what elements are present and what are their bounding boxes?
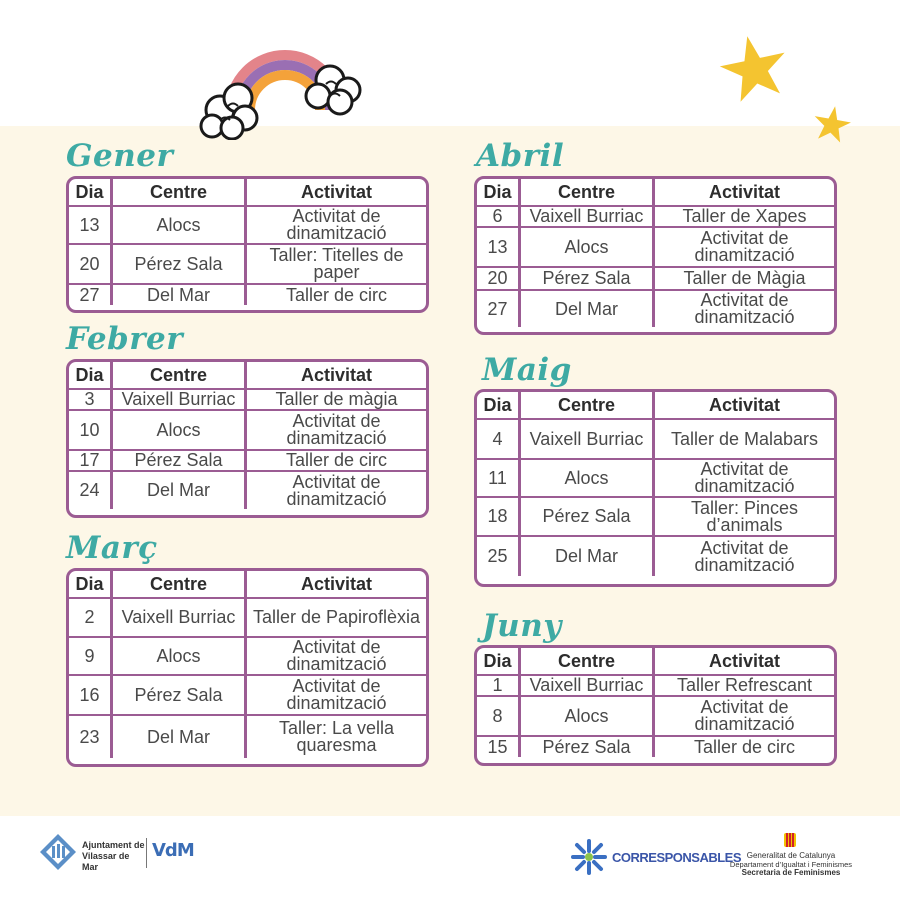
month-title: Març	[66, 530, 158, 566]
schedule-table	[474, 389, 837, 587]
star-icon	[812, 104, 852, 144]
table-row	[69, 205, 426, 243]
header-dia: Dia	[75, 181, 104, 202]
cell-dia: 2	[84, 607, 95, 627]
cell-dia: 13	[487, 236, 508, 257]
table-header	[69, 362, 426, 388]
schedule-table	[66, 359, 429, 518]
ajuntament-name: Ajuntament de Vilassar de Mar	[82, 840, 145, 872]
table-header	[69, 179, 426, 205]
generalitat-shield-icon	[782, 832, 798, 848]
table-row	[69, 597, 426, 636]
cell-centre: Alocs	[110, 207, 244, 243]
vdm-logo: VdM	[152, 840, 194, 861]
header-activitat: Activitat	[244, 179, 426, 205]
cell-activitat: Taller Refrescant	[652, 676, 834, 695]
cell-dia: 13	[79, 214, 100, 235]
header-centre: Centre	[110, 571, 244, 597]
cell-dia: 4	[492, 428, 503, 449]
corresponsables-label: CORRESPONSABLES	[612, 850, 742, 865]
table-row	[477, 735, 834, 757]
cell-activitat: Taller de màgia	[244, 390, 426, 409]
cell-centre: Pérez Sala	[518, 498, 652, 535]
cell-activitat: Activitat de dinamització	[652, 697, 834, 735]
table-row	[477, 266, 834, 289]
table-row	[69, 449, 426, 470]
cell-centre: Alocs	[518, 697, 652, 735]
table-row	[477, 695, 834, 735]
header-centre: Centre	[110, 362, 244, 388]
table-row	[69, 674, 426, 714]
cell-centre: Alocs	[518, 460, 652, 496]
cell-activitat: Activitat de dinamització	[244, 676, 426, 714]
cell-centre: Del Mar	[110, 716, 244, 758]
cell-centre: Vaixell Burriac	[518, 676, 652, 695]
cell-dia: 11	[488, 467, 507, 488]
table-row	[69, 636, 426, 674]
cell-centre: Pérez Sala	[110, 451, 244, 470]
cell-dia: 17	[79, 450, 100, 470]
table-header	[477, 392, 834, 418]
cell-centre: Vaixell Burriac	[110, 390, 244, 409]
table-row	[477, 535, 834, 576]
cell-activitat: Activitat de dinamització	[652, 291, 834, 327]
cell-dia: 25	[487, 546, 508, 566]
table-row	[69, 283, 426, 305]
schedule-table	[474, 176, 837, 335]
cell-dia: 27	[487, 298, 508, 319]
schedule-table	[66, 176, 429, 313]
month-title: Gener	[66, 138, 174, 174]
table-header	[477, 648, 834, 674]
header-centre: Centre	[110, 179, 244, 205]
table-row	[69, 243, 426, 283]
cell-centre: Vaixell Burriac	[110, 599, 244, 636]
month-title: Maig	[482, 352, 572, 388]
ajuntament-logo-icon	[38, 832, 78, 872]
table-row	[477, 458, 834, 496]
cell-dia: 6	[492, 206, 503, 226]
cell-dia: 20	[487, 268, 508, 288]
header-dia: Dia	[483, 650, 512, 671]
rainbow-icon	[190, 40, 370, 140]
cell-activitat: Taller de Papiroflèxia	[244, 599, 426, 636]
cell-activitat: Taller: Titelles de paper	[244, 245, 426, 283]
table-row	[477, 418, 834, 458]
cell-centre: Pérez Sala	[110, 676, 244, 714]
header-activitat: Activitat	[244, 362, 426, 388]
header-dia: Dia	[75, 573, 104, 594]
secretaria-name: Secretaria de Feminismes	[741, 868, 841, 877]
header-activitat: Activitat	[652, 179, 834, 205]
cell-activitat: Taller de Màgia	[652, 268, 834, 289]
cell-activitat: Taller de circ	[652, 737, 834, 757]
table-header	[477, 179, 834, 205]
star-icon	[718, 32, 790, 104]
cell-centre: Del Mar	[110, 285, 244, 305]
cell-activitat: Activitat de dinamització	[244, 207, 426, 243]
cell-dia: 20	[79, 253, 100, 274]
departament-name: Departament d’Igualtat i Feminismes	[729, 860, 853, 869]
header-centre: Centre	[518, 179, 652, 205]
table-row	[477, 674, 834, 695]
corresponsables-logo-icon	[570, 838, 608, 876]
cell-dia: 16	[79, 684, 100, 705]
header-centre: Centre	[518, 648, 652, 674]
cell-activitat: Taller: La vella quaresma	[244, 716, 426, 758]
header-activitat: Activitat	[652, 392, 834, 418]
cell-activitat: Taller de Xapes	[652, 207, 834, 226]
cell-activitat: Activitat de dinamització	[652, 537, 834, 576]
table-row	[477, 289, 834, 327]
cell-activitat: Taller de circ	[244, 285, 426, 305]
cell-dia: 9	[84, 645, 95, 666]
cell-activitat: Activitat de dinamització	[244, 638, 426, 674]
cell-activitat: Activitat de dinamització	[244, 411, 426, 449]
cell-centre: Pérez Sala	[518, 268, 652, 289]
cell-dia: 24	[79, 480, 100, 500]
cell-activitat: Activitat de dinamització	[652, 228, 834, 266]
cell-activitat: Taller de Malabars	[652, 420, 834, 458]
cell-centre: Alocs	[110, 411, 244, 449]
cell-centre: Del Mar	[518, 291, 652, 327]
table-row	[69, 470, 426, 509]
header-activitat: Activitat	[244, 571, 426, 597]
logo-divider	[146, 838, 147, 868]
table-row	[477, 205, 834, 226]
cell-dia: 15	[487, 736, 508, 757]
table-row	[477, 496, 834, 535]
month-title: Abril	[476, 138, 565, 174]
month-title: Febrer	[66, 321, 184, 357]
header-centre: Centre	[518, 392, 652, 418]
header-dia: Dia	[483, 394, 512, 415]
cell-activitat: Taller: Pinces d’animals	[652, 498, 834, 535]
cell-centre: Pérez Sala	[110, 245, 244, 283]
schedule-table	[474, 645, 837, 766]
cell-dia: 8	[492, 705, 503, 726]
cell-dia: 23	[79, 726, 100, 747]
header-dia: Dia	[483, 181, 512, 202]
schedule-table	[66, 568, 429, 767]
month-title: Juny	[482, 608, 562, 644]
cell-activitat: Activitat de dinamització	[244, 472, 426, 509]
cell-activitat: Taller de circ	[244, 451, 426, 470]
cell-centre: Alocs	[110, 638, 244, 674]
cell-dia: 3	[84, 389, 95, 409]
table-row	[69, 714, 426, 758]
cell-centre: Vaixell Burriac	[518, 420, 652, 458]
cell-centre: Del Mar	[110, 472, 244, 509]
cell-centre: Alocs	[518, 228, 652, 266]
cell-centre: Del Mar	[518, 537, 652, 576]
cell-dia: 10	[79, 419, 100, 440]
table-row	[69, 409, 426, 449]
generalitat-name: Generalitat de Catalunya	[746, 851, 836, 860]
cell-dia: 27	[79, 284, 100, 305]
table-row	[477, 226, 834, 266]
table-row	[69, 388, 426, 409]
table-header	[69, 571, 426, 597]
header-activitat: Activitat	[652, 648, 834, 674]
cell-dia: 1	[492, 675, 503, 695]
cell-centre: Vaixell Burriac	[518, 207, 652, 226]
cell-dia: 18	[487, 506, 508, 526]
cell-activitat: Activitat de dinamització	[652, 460, 834, 496]
header-dia: Dia	[75, 364, 104, 385]
cell-centre: Pérez Sala	[518, 737, 652, 757]
